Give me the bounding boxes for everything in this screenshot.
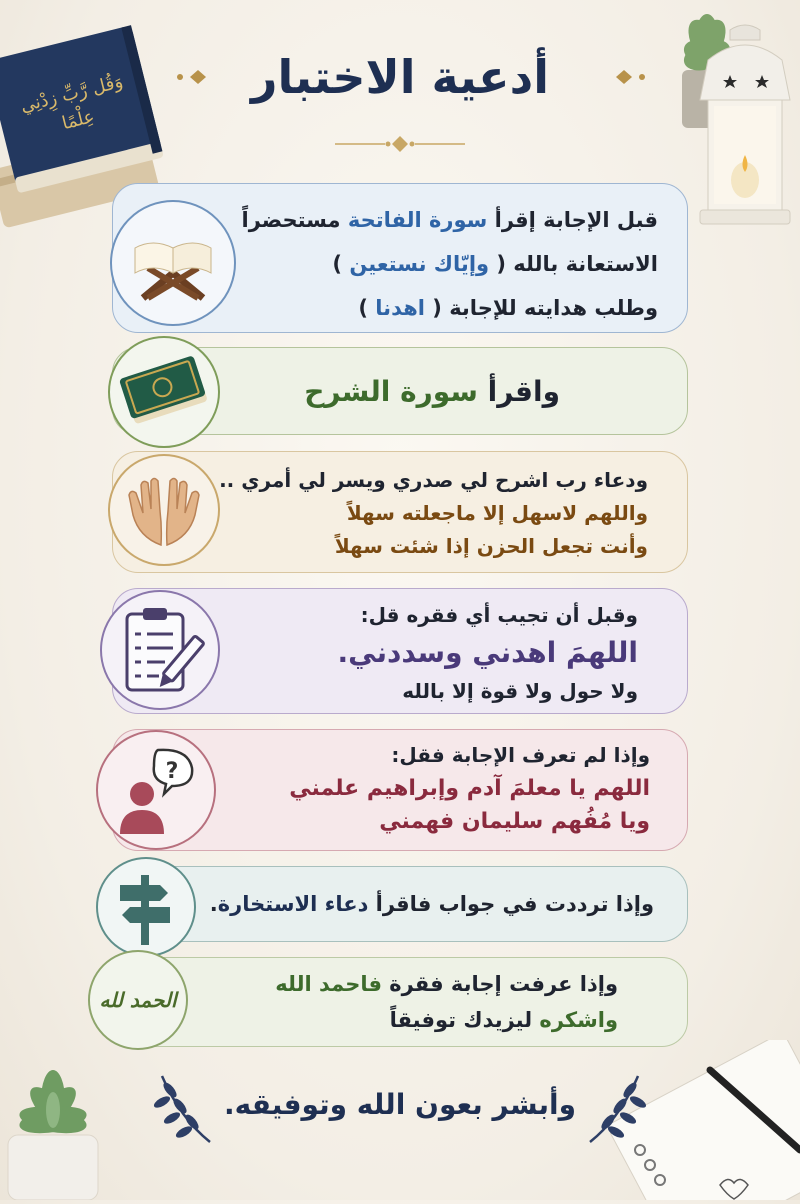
- card-sharh-line-1: واقرأ سورة الشرح: [304, 375, 560, 408]
- card-fatiha-line-3: وطلب هدايته للإجابة ( اهدنا ): [358, 296, 658, 320]
- card-istikhara-text: [210, 886, 654, 922]
- card-dont-know-badge: [96, 730, 216, 850]
- card-hamd-badge: [88, 950, 188, 1050]
- card-dont-know-line-1: وإذا لم تعرف الإجابة فقل:: [391, 743, 650, 767]
- title-divider: [330, 132, 470, 156]
- card-fatiha-badge: [110, 200, 236, 326]
- card-fatiha-line-2: الاستعانة بالله ( وإيّاك نستعين ): [332, 252, 658, 276]
- card-dua-sharh-text: [219, 464, 648, 563]
- card-hamd-line-1: وإذا عرفت إجابة فقرة فاحمد الله: [275, 972, 618, 996]
- person-question-icon: [108, 742, 204, 838]
- card-dua-sharh-line-1: ودعاء رب اشرح لي صدري ويسر لي أمري ..: [219, 468, 648, 492]
- praying-hands-icon: [119, 465, 209, 555]
- svg-text:?: ?: [165, 759, 179, 784]
- alhamdulillah-calligraphy-icon: الحمد لله: [99, 988, 177, 1012]
- card-before-answer-badge: [100, 590, 220, 710]
- card-dua-sharh-line-3: وأنت تجعل الحزن إذا شئت سهلاً: [334, 534, 648, 558]
- card-before-answer-line-1: وقبل أن تجيب أي فقره قل:: [360, 603, 638, 627]
- card-sharh-badge: [108, 336, 220, 448]
- book-cover-text: وَقُل رَّبِّ زِدْنِي عِلْمًا: [18, 71, 126, 135]
- card-fatiha-line-1: قبل الإجابة إقرأ سورة الفاتحة مستحضراً: [241, 208, 658, 232]
- card-before-answer-line-2: اللهمَ اهدني وسددني.: [337, 636, 638, 669]
- clipboard-pen-icon: [115, 602, 205, 698]
- card-dua-sharh-badge: [108, 454, 220, 566]
- card-sharh-text: [304, 372, 560, 412]
- card-istikhara-badge: [96, 857, 196, 957]
- card-before-answer-line-3: ولا حول ولا قوة إلا بالله: [402, 679, 638, 703]
- card-before-answer-text: [338, 598, 638, 708]
- card-dont-know-line-3: ويا مُفُهم سليمان فهمني: [379, 809, 650, 834]
- card-dont-know-line-2: اللهم يا معلمَ آدم وإبراهيم علمني: [289, 776, 650, 801]
- closed-quran-icon: [119, 352, 209, 432]
- card-hamd-line-2: واشكره ليزيدك توفيقاً: [389, 1008, 618, 1032]
- card-dua-sharh-line-2: واللهم لاسهل إلا ماجعلته سهلاً: [346, 501, 648, 525]
- page-title: أدعية الاختبار: [251, 50, 549, 104]
- card-dont-know-text: [289, 739, 650, 838]
- card-istikhara-line-1: وإذا ترددت في جواب فاقرأ دعاء الاستخارة.: [209, 892, 654, 916]
- closing-text: وأبشر بعون الله وتوفيقه.: [224, 1088, 576, 1121]
- signpost-icon: [106, 867, 186, 947]
- card-hamd-text: [275, 966, 618, 1038]
- open-quran-icon: [123, 218, 223, 308]
- card-fatiha-text: [242, 198, 658, 330]
- closing-laurel-right: [580, 1068, 660, 1148]
